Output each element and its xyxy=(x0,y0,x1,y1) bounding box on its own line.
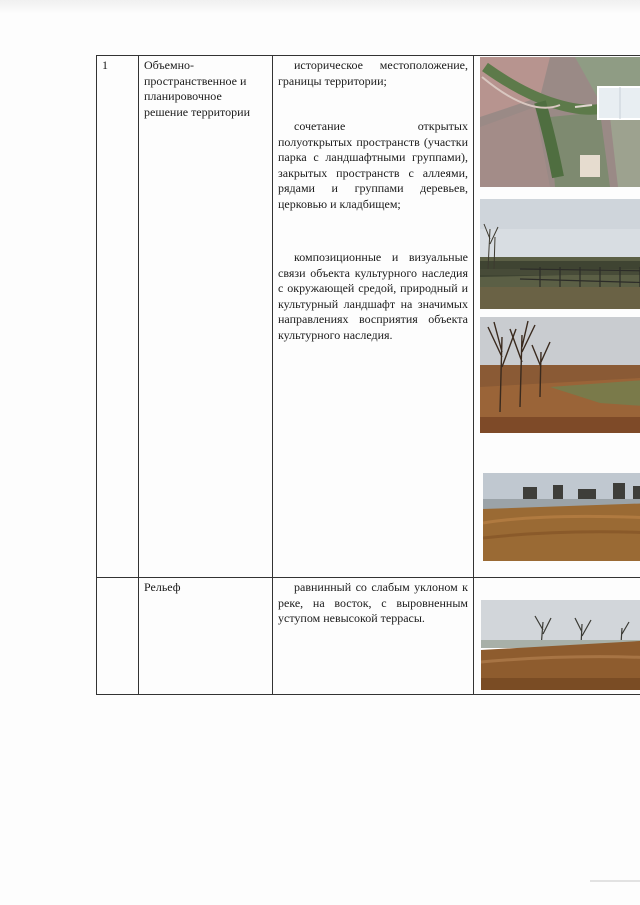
row-requirements-cell xyxy=(273,56,474,578)
scan-edge-top xyxy=(0,0,640,14)
row-number: 1 xyxy=(102,58,108,72)
row-number-cell xyxy=(97,56,139,578)
row-photos-cell xyxy=(474,578,640,695)
requirement-text: сочетание открытых полуоткрытых пространств (участки парка с ландшафтными группами), закрытых пространств с аллеями, рядами и группами деревьев, церковью и кладбищем; xyxy=(278,119,468,211)
row-name: Рельеф xyxy=(144,580,181,594)
field-fence-photo xyxy=(480,199,640,309)
row-requirements-cell xyxy=(273,578,474,695)
row-photos-cell xyxy=(474,56,640,578)
requirement-text: равнинный со слабым уклоном к реке, на восток, с выровненным уступом невысокой террасы. xyxy=(278,580,468,625)
autumn-trees-photo xyxy=(480,317,640,433)
requirement-text: композиционные и визуальные связи объекта культурного наследия с окружающей средой, природный и культурный ландшафт на значимых направлениях восприятия объекта культурного наследия. xyxy=(278,250,468,342)
requirement-text: историческое местоположение, границы территории; xyxy=(278,58,468,88)
aerial-photo xyxy=(480,57,640,187)
terrace-photo xyxy=(481,600,640,690)
scan-edge-mark xyxy=(590,880,640,882)
requirements-table xyxy=(96,55,640,695)
table-row xyxy=(97,578,640,695)
row-number-cell xyxy=(97,578,139,695)
table-row xyxy=(97,56,640,578)
row-name-cell xyxy=(139,56,273,578)
row-name-cell xyxy=(139,578,273,695)
meadow-village-photo xyxy=(483,473,640,561)
row-name: Объемно-пространственное и планировочное решение территории xyxy=(144,58,250,119)
